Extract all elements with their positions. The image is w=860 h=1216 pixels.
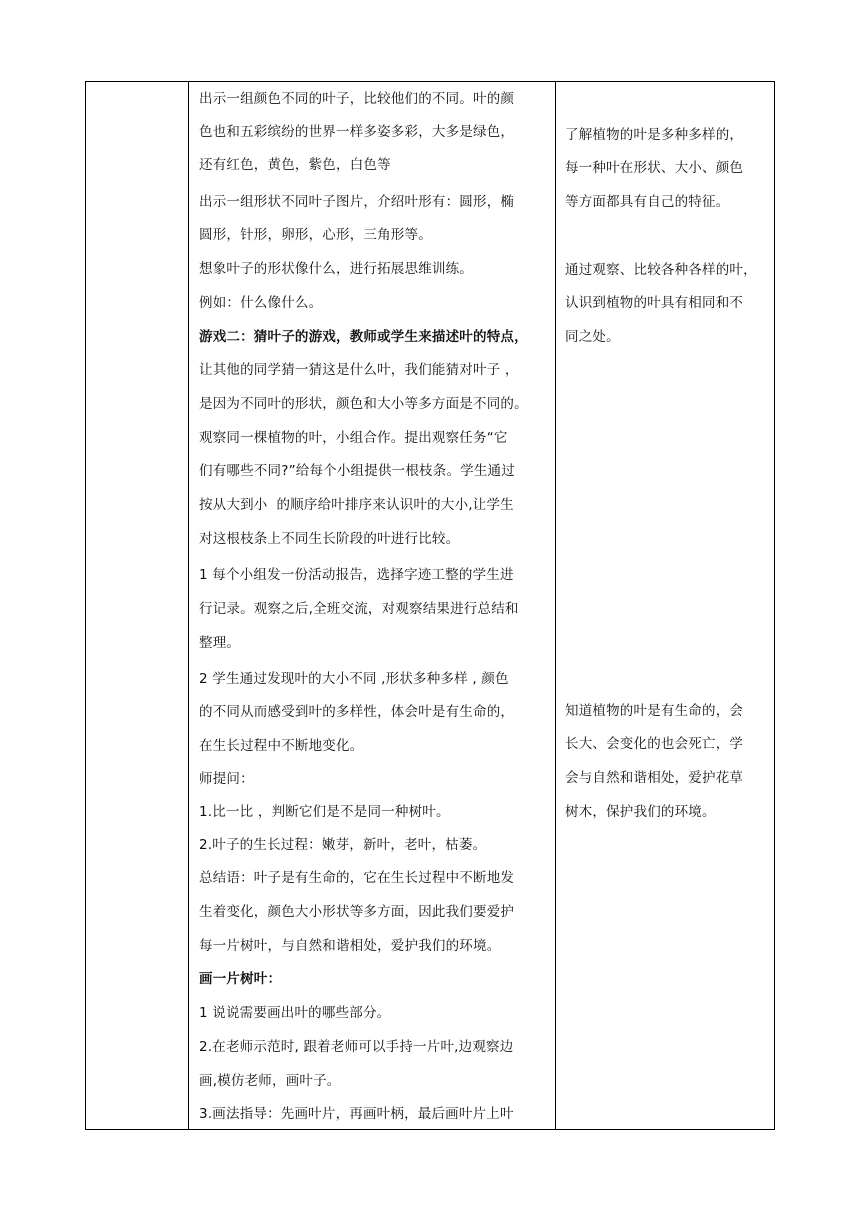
text-line: 色也和五彩缤纷的世界一样多姿多彩，大多是绿色， bbox=[199, 124, 515, 140]
text-line: 们有哪些不同?”给每个小组提供一根枝条。学生通过 bbox=[199, 463, 515, 479]
text-line: 1 说说需要画出叶的哪些部分。 bbox=[199, 1005, 391, 1021]
text-line: 例如：什么像什么。 bbox=[199, 295, 323, 311]
text-line: 树木，保护我们的环境。 bbox=[565, 804, 716, 820]
text-line: 让其他的同学猜一猜这是什么叶，我们能猜对叶子 ， bbox=[199, 362, 519, 378]
text-line: 1 每个小组发一份活动报告，选择字迹工整的学生进 bbox=[199, 567, 514, 583]
text-line: 等方面都具有自己的特征。 bbox=[565, 194, 730, 210]
text-line: 1.比一比 ，判断它们是不是同一种树叶。 bbox=[199, 804, 450, 820]
text-line: 的不同从而感受到叶的多样性，体会叶是有生命的， bbox=[199, 704, 515, 720]
text-line: 每一种叶在形状、大小、颜色 bbox=[565, 160, 744, 176]
text-line: 想象叶子的形状像什么，进行拓展思维训练。 bbox=[199, 261, 473, 277]
text-line: 通过观察、比较各种各样的叶， bbox=[565, 262, 757, 278]
text-line: 出示一组形状不同叶子图片，介绍叶形有：圆形，椭 bbox=[199, 194, 515, 210]
text-line: 认识到植物的叶具有相同和不 bbox=[565, 295, 744, 311]
text-line: 对这根枝条上不同生长阶段的叶进行比较。 bbox=[199, 531, 460, 547]
text-line: 生着变化，颜色大小形状等多方面，因此我们要爱护 bbox=[199, 904, 515, 920]
text-line: 会与自然和谐相处，爱护花草 bbox=[565, 770, 744, 786]
text-line: 圆形，针形，卵形，心形，三角形等。 bbox=[199, 227, 432, 243]
text-line: 知道植物的叶是有生命的，会 bbox=[565, 703, 744, 719]
text-line: 了解植物的叶是多种多样的， bbox=[565, 127, 744, 143]
text-line: 在生长过程中不断地变化。 bbox=[199, 738, 364, 754]
text-line: 画,模仿老师，画叶子。 bbox=[199, 1073, 341, 1089]
heading-game-two: 游戏二：猜叶子的游戏，教师或学生来描述叶的特点， bbox=[199, 329, 528, 345]
text-line: 长大、会变化的也会死亡，学 bbox=[565, 736, 744, 752]
text-line: 整理。 bbox=[199, 635, 241, 651]
text-line: 2.在老师示范时, 跟着老师可以手持一片叶,边观察边 bbox=[199, 1039, 514, 1055]
heading-draw-leaf: 画一片树叶： bbox=[199, 971, 282, 987]
text-line: 总结语：叶子是有生命的，它在生长过程中不断地发 bbox=[199, 870, 515, 886]
text-line: 2 学生通过发现叶的大小不同 ,形状多种多样 , 颜色 bbox=[199, 671, 509, 687]
text-line: 同之处。 bbox=[565, 329, 620, 345]
text-line: 师提问： bbox=[199, 771, 254, 787]
text-line: 是因为不同叶的形状，颜色和大小等多方面是不同的。 bbox=[199, 396, 528, 412]
text-line: 按从大到小 的顺序给叶排序来认识叶的大小,让学生 bbox=[199, 497, 514, 513]
text-line: 2.叶子的生长过程：嫩芽，新叶，老叶，枯萎。 bbox=[199, 837, 487, 853]
design-intent-cell bbox=[556, 82, 776, 1129]
lesson-table bbox=[85, 81, 775, 1130]
text-line: 行记录。观察之后,全班交流，对观察结果进行总结和 bbox=[199, 601, 519, 617]
text-line: 每一片树叶，与自然和谐相处，爱护我们的环境。 bbox=[199, 938, 501, 954]
text-line: 3.画法指导：先画叶片，再画叶柄，最后画叶片上叶 bbox=[199, 1106, 514, 1122]
teaching-activities-cell bbox=[189, 82, 555, 1129]
text-line: 出示一组颜色不同的叶子，比较他们的不同。叶的颜 bbox=[199, 91, 515, 107]
text-line: 观察同一棵植物的叶，小组合作。提出观察任务“它 bbox=[199, 430, 508, 446]
text-line: 还有红色，黄色，紫色，白色等 bbox=[199, 157, 391, 173]
